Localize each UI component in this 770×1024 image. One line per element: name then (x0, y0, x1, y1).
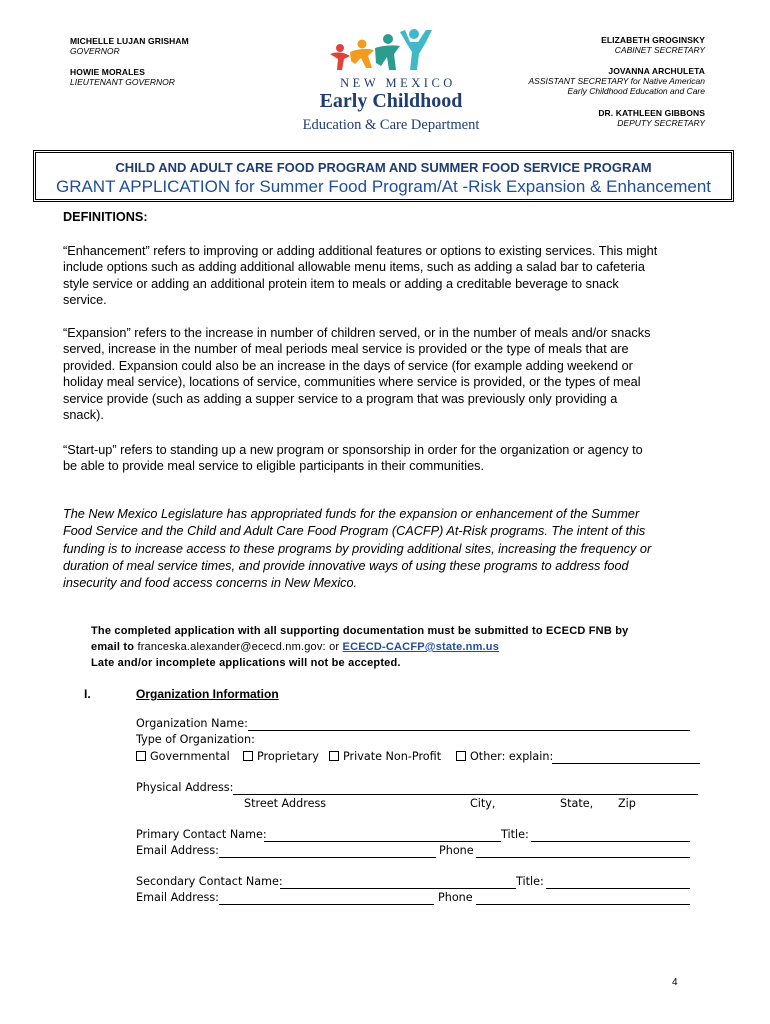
checkbox-icon[interactable] (329, 751, 339, 761)
secondary-phone-label: Phone (438, 891, 473, 904)
state-sublabel: State, (560, 797, 594, 810)
secondary-contact-field[interactable] (280, 888, 516, 889)
deputy-secretary-title: DEPUTY SECRETARY (617, 118, 705, 128)
email-franceska[interactable]: franceska.alexander@ececd.nm.gov: (137, 641, 326, 653)
org-name-field[interactable] (248, 730, 690, 731)
org-name-label: Organization Name: (136, 717, 248, 730)
checkbox-icon[interactable] (456, 751, 466, 761)
ececd-logo (286, 26, 496, 136)
assistant-secretary-title: ASSISTANT SECRETARY for Native American (528, 76, 705, 86)
primary-title-label: Title: (501, 828, 529, 841)
other-explain-field[interactable] (552, 763, 700, 764)
logo-figures-icon (286, 26, 496, 76)
checkbox-icon[interactable] (243, 751, 253, 761)
zip-sublabel: Zip (618, 797, 636, 810)
logo-department: Education & Care Department (302, 117, 480, 133)
expansion-definition: “Expansion” refers to the increase in number of children served, or in the number of meals and/or snacks served, increase in the number of meal periods meal service is provided or the type of meals that are provided. Expansion could also be an increase in the days of service (for example adding weekend or holiday meal service), locations of service, communities where service is provided, or the types of meal service provide (such as adding a supper service to a program that was previously only providing a snack). (63, 326, 651, 423)
secondary-email-field[interactable] (219, 904, 434, 905)
logo-state: NEW MEXICO (340, 76, 456, 90)
program-title: CHILD AND ADULT CARE FOOD PROGRAM AND SUMMER FOOD SERVICE PROGRAM (115, 160, 652, 175)
org-type-governmental[interactable]: Governmental (136, 750, 230, 763)
governor-name: MICHELLE LUJAN GRISHAM (70, 36, 189, 46)
primary-phone-field[interactable] (476, 857, 690, 858)
governor-title: GOVERNOR (70, 46, 120, 56)
secondary-email-label: Email Address: (136, 891, 219, 904)
street-address-sublabel: Street Address (244, 797, 327, 810)
secondary-title-label: Title: (516, 875, 544, 888)
enhancement-definition: “Enhancement” refers to improving or adding additional features or options to existing services. This might include options such as adding additional allowable menu items, such as adding a salad bar to cafeteria style service or adding an additional protein item to meals or adding a creditable beverage to snack service. (63, 244, 658, 308)
primary-contact-field[interactable] (264, 841, 501, 842)
startup-definition: “Start-up” refers to standing up a new program or sponsorship in order for the organization or agency to be able to provide meal service to eligible participants in their communities. (63, 443, 643, 474)
email-ececd-cacfp-link[interactable]: ECECD-CACFP@state.nm.us (342, 641, 500, 653)
primary-phone-label: Phone (439, 844, 474, 857)
title-banner (33, 150, 734, 202)
legislature-intro: The New Mexico Legislature has appropriated funds for the expansion or enhancement of the Summer Food Service and the Child and Adult Care Food Program (CACFP) At-Risk programs. The intent of this funding is to increase access to these programs by providing additional sites, increasing the frequency or duration of meal service times, and provide innovative ways of using these programs to address food insecurity and food access concerns in New Mexico. (63, 507, 652, 591)
primary-email-label: Email Address: (136, 844, 219, 857)
assistant-secretary-title-line2: Early Childhood Education and Care (567, 86, 705, 96)
org-type-private-non-profit[interactable]: Private Non-Profit (329, 750, 441, 763)
submission-notice: The completed application with all supporting documentation must be submitted to ECECD FNB by email to franceska.alexander@ececd.nm.gov: or ECECD-CACFP@state.nm.us Late and/or incomplete applications will not be accepted. (91, 625, 629, 669)
physical-address-label: Physical Address: (136, 781, 234, 794)
primary-contact-label: Primary Contact Name: (136, 828, 267, 841)
grant-title: GRANT APPLICATION for Summer Food Program/At -Risk Expansion & Enhancement (55, 177, 712, 196)
primary-email-field[interactable] (219, 857, 436, 858)
deputy-secretary-name: DR. KATHLEEN GIBBONS (598, 108, 705, 118)
cabinet-secretary-title: CABINET SECRETARY (614, 45, 705, 55)
cabinet-secretary-name: ELIZABETH GROGINSKY (601, 35, 705, 45)
primary-title-field[interactable] (531, 841, 690, 842)
org-type-proprietary[interactable]: Proprietary (243, 750, 319, 763)
secondary-phone-field[interactable] (476, 904, 690, 905)
org-type-other[interactable]: Other: explain: (456, 750, 553, 763)
secondary-title-field[interactable] (546, 888, 690, 889)
logo-early-childhood: Early Childhood (319, 90, 463, 112)
physical-address-field[interactable] (233, 794, 698, 795)
page-number: 4 (672, 977, 678, 988)
definitions-heading: DEFINITIONS: (63, 210, 148, 224)
assistant-secretary-name: JOVANNA ARCHULETA (608, 66, 705, 76)
secondary-contact-label: Secondary Contact Name: (136, 875, 283, 888)
checkbox-icon[interactable] (136, 751, 146, 761)
org-type-label: Type of Organization: (136, 733, 255, 746)
lt-governor-name: HOWIE MORALES (70, 67, 145, 77)
lt-governor-title: LIEUTENANT GOVERNOR (70, 77, 175, 87)
section-number: I. (84, 687, 91, 701)
section-title: Organization Information (136, 687, 279, 701)
city-sublabel: City, (470, 797, 496, 810)
